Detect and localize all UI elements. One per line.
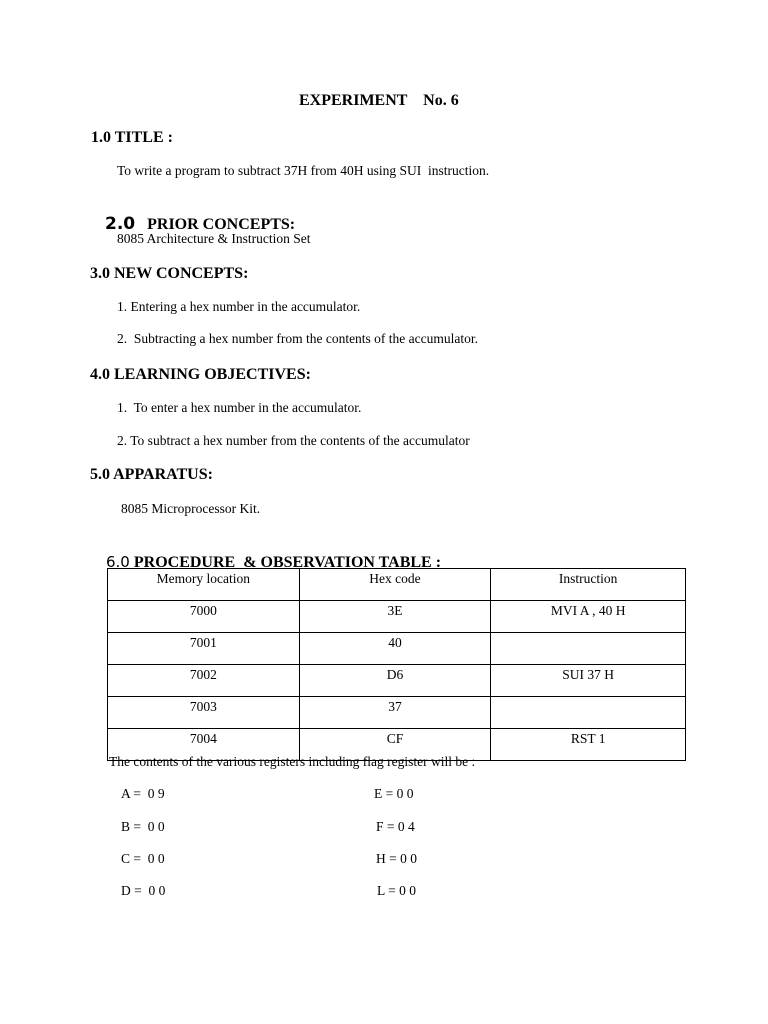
table-cell: 7001 [108, 633, 300, 665]
table-row [108, 633, 686, 665]
section-4-item-2: 2. To subtract a hex number from the contents of the accumulator [117, 433, 470, 448]
table-cell: RST 1 [491, 729, 686, 761]
section-2-title: PRIOR CONCEPTS: [147, 216, 296, 233]
register-h: H = 0 0 [376, 851, 417, 866]
table-header-cell: Instruction [491, 569, 686, 601]
table-cell: 7004 [108, 729, 300, 761]
section-5-text: 8085 Microprocessor Kit. [121, 501, 261, 516]
section-5-heading: 5.0 APPARATUS: [90, 466, 213, 483]
section-3-item-1: 1. Entering a hex number in the accumulator. [117, 299, 361, 314]
table-cell: CF [299, 729, 491, 761]
section-2-number: 2.0 [105, 214, 136, 234]
registers-intro: The contents of the various registers including flag register will be : [109, 754, 476, 769]
table-cell [491, 633, 686, 665]
table-cell: 3E [299, 601, 491, 633]
table-header-row [108, 569, 686, 601]
table-header-cell: Memory location [108, 569, 300, 601]
section-3-item-2: 2. Subtracting a hex number from the contents of the accumulator. [117, 331, 479, 346]
section-4-heading: 4.0 LEARNING OBJECTIVES: [90, 366, 311, 383]
table-cell [491, 697, 686, 729]
table-cell: 7000 [108, 601, 300, 633]
register-c: C = 0 0 [121, 851, 165, 866]
observation-table [107, 568, 686, 761]
section-6-title: PROCEDURE & OBSERVATION TABLE : [133, 554, 442, 571]
section-6-number: 6.0 [106, 553, 130, 571]
register-d: D = 0 0 [121, 883, 166, 898]
register-e: E = 0 0 [374, 786, 414, 801]
register-f: F = 0 4 [376, 819, 415, 834]
table-cell: 37 [299, 697, 491, 729]
table-cell: 40 [299, 633, 491, 665]
table-row [108, 665, 686, 697]
section-1-heading: 1.0 TITLE : [91, 129, 173, 146]
section-1-text: To write a program to subtract 37H from 40H using SUI instruction. [117, 163, 490, 178]
experiment-title: EXPERIMENT No. 6 [299, 92, 459, 109]
table-cell: MVI A , 40 H [491, 601, 686, 633]
section-4-item-1: 1. To enter a hex number in the accumulator. [117, 400, 362, 415]
table-cell: D6 [299, 665, 491, 697]
table-cell: 7002 [108, 665, 300, 697]
register-l: L = 0 0 [377, 883, 416, 898]
table-header-cell: Hex code [299, 569, 491, 601]
table-row [108, 601, 686, 633]
section-2-text: 8085 Architecture & Instruction Set [117, 231, 311, 246]
section-3-heading: 3.0 NEW CONCEPTS: [90, 265, 249, 282]
table-cell: SUI 37 H [491, 665, 686, 697]
register-a: A = 0 9 [121, 786, 165, 801]
table-cell: 7003 [108, 697, 300, 729]
table-row [108, 697, 686, 729]
register-b: B = 0 0 [121, 819, 165, 834]
